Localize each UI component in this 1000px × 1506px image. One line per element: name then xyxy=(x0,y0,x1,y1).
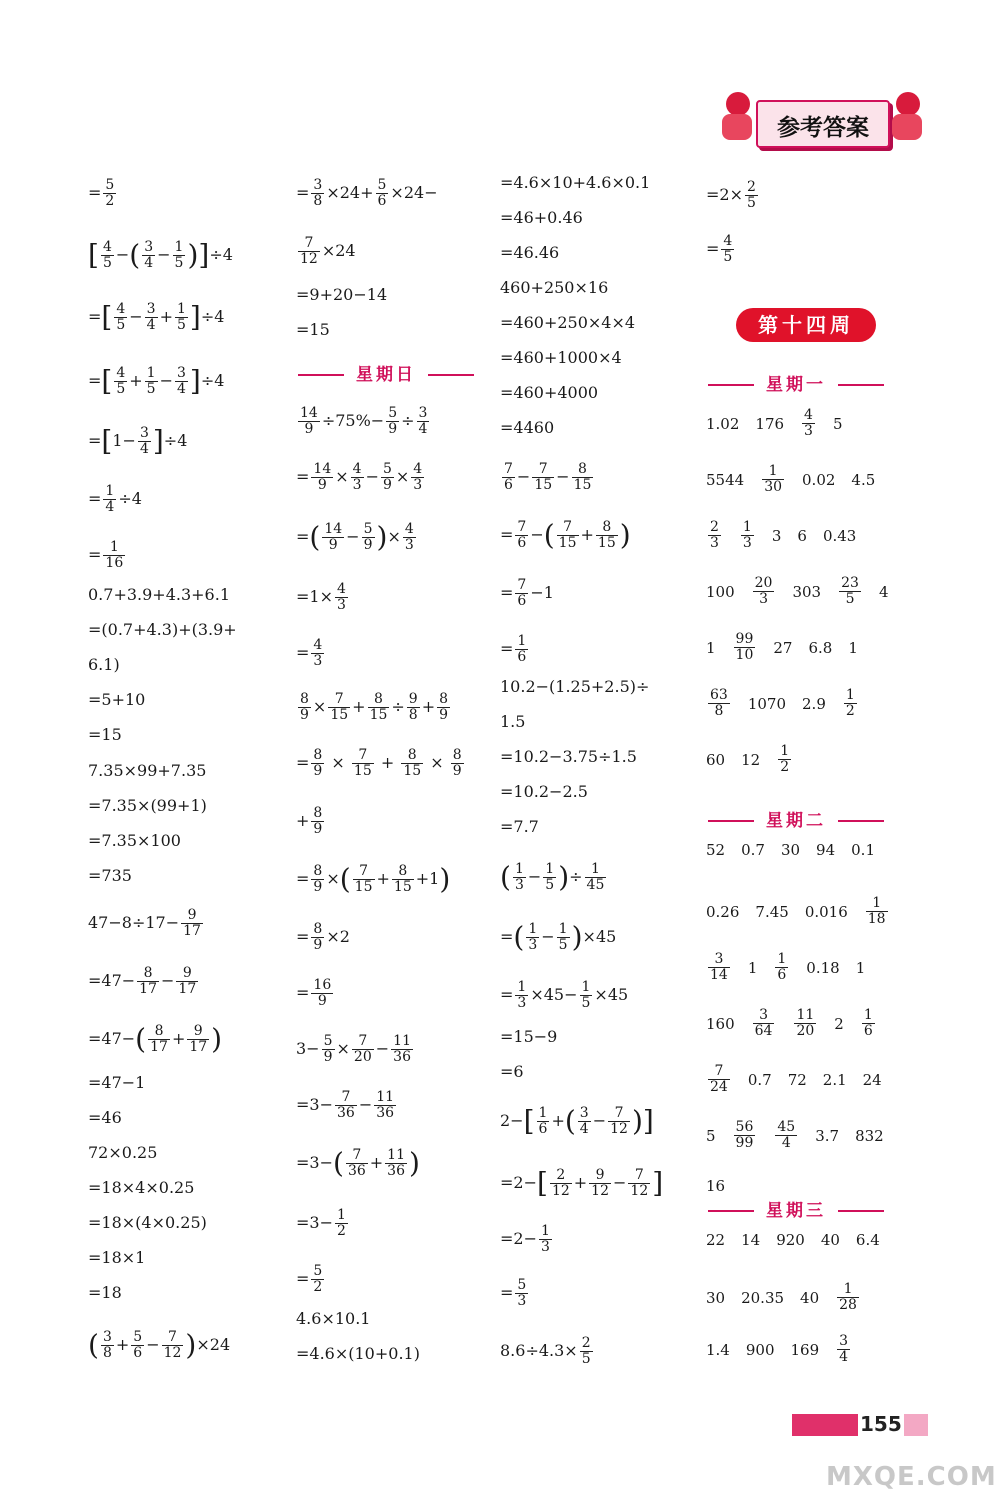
eq-line: = $\frac{4}{5}$ xyxy=(706,233,733,265)
eq-line: =3−( $\frac{7}{36}$ + $\frac{11}{36}$ ) xyxy=(296,1146,420,1180)
answer-row xyxy=(706,688,875,719)
answer-row xyxy=(706,896,906,927)
eq-line: =7.7 xyxy=(500,817,539,836)
eq-line: =9+20−14 xyxy=(296,285,388,304)
eq-line: =18×(4×0.25) xyxy=(88,1213,207,1232)
eq-line: $\frac{7}{6}$ − $\frac{7}{15}$ − $\frac{8}{15}$ xyxy=(504,461,592,493)
eq-line: 2−[ $\frac{1}{6}$ +( $\frac{3}{4}$ − $\frac{7}{12}$ )] xyxy=(500,1104,654,1138)
answer-value: 16 xyxy=(706,1177,726,1195)
section-monday: 星期一 xyxy=(696,370,896,395)
answer-row xyxy=(706,744,809,775)
answer-value: 0.43 xyxy=(822,526,857,545)
eq-line: 10.2−(1.25+2.5)÷ xyxy=(500,677,650,696)
eq-line: =10.2−3.75÷1.5 xyxy=(500,747,637,766)
eq-line: 72×0.25 xyxy=(88,1143,158,1162)
answer-value: $\frac{3}{14}$ xyxy=(710,951,728,983)
eq-line: = $\frac{8}{9}$ × $\frac{7}{15}$ + $\frac{8}{15}$ × $\frac{8}{9}$ xyxy=(296,747,462,779)
header-figure-left xyxy=(720,92,754,152)
answer-value: 0.7 xyxy=(747,1070,772,1089)
answer-value: 0.7 xyxy=(741,841,765,859)
watermark: MXQE.COM xyxy=(826,1462,997,1492)
eq-line: =4.6×10+4.6×0.1 xyxy=(500,173,651,192)
eq-line: = $\frac{1}{4}$ ÷4 xyxy=(88,483,142,515)
answer-value: $\frac{1}{2}$ xyxy=(780,743,790,775)
column-2 xyxy=(296,168,496,1368)
eq-line: = $\frac{1}{16}$ xyxy=(88,539,124,571)
answer-value: $\frac{56}{99}$ xyxy=(735,1119,754,1151)
eq-line: $\frac{14}{9}$ ÷75%− $\frac{5}{9}$ ÷ $\frac{3}{4}$ xyxy=(300,405,428,437)
answer-value: 1 xyxy=(747,958,758,977)
answer-value: 2 xyxy=(834,1014,844,1033)
eq-line: =18×1 xyxy=(88,1248,146,1267)
eq-line: =46.46 xyxy=(500,243,560,262)
answer-value: 2.1 xyxy=(822,1070,847,1089)
eq-line: = $\frac{3}{8}$ ×24+ $\frac{5}{6}$ ×24− xyxy=(296,177,438,209)
answer-value: 1 xyxy=(855,958,866,977)
eq-line: =15−9 xyxy=(500,1027,558,1046)
answer-value: 0.016 xyxy=(804,902,848,921)
eq-line: =47−1 xyxy=(88,1073,146,1092)
answer-value: 1070 xyxy=(747,694,787,713)
answer-value: 2.9 xyxy=(802,694,826,713)
eq-line: $\frac{7}{12}$ ×24 xyxy=(300,235,356,267)
eq-line: =( $\frac{14}{9}$ − $\frac{5}{9}$ )× $\frac{4}{3}$ xyxy=(296,520,414,554)
eq-line: =4460 xyxy=(500,418,555,437)
answer-value: 1.4 xyxy=(706,1340,730,1359)
section-sunday: 星期日 xyxy=(286,360,486,385)
answer-value: 5 xyxy=(832,414,843,433)
answer-value: 5 xyxy=(706,1126,716,1145)
answer-value: $\frac{1}{3}$ xyxy=(742,519,752,551)
eq-line: =47− $\frac{8}{17}$ − $\frac{9}{17}$ xyxy=(88,965,197,997)
answer-value: 94 xyxy=(816,841,836,859)
eq-line: = $\frac{5}{2}$ xyxy=(88,177,115,209)
eq-line: =7.35×100 xyxy=(88,831,181,850)
answer-row xyxy=(706,1282,877,1313)
eq-line: = $\frac{4}{3}$ xyxy=(296,637,323,669)
eq-line: =3− $\frac{7}{36}$ − $\frac{11}{36}$ xyxy=(296,1089,395,1121)
answer-value: 6.4 xyxy=(855,1231,880,1249)
answer-value: 72 xyxy=(787,1070,807,1089)
answer-value: 52 xyxy=(706,841,726,859)
header-figure-right xyxy=(890,92,924,152)
answer-value: $\frac{2}{3}$ xyxy=(710,519,719,551)
answer-value: $\frac{23}{5}$ xyxy=(841,575,859,607)
eq-line: + $\frac{8}{9}$ xyxy=(296,805,323,837)
eq-line: 47−8÷17− $\frac{9}{17}$ xyxy=(88,907,201,939)
eq-line: = $\frac{8}{9}$ ×( $\frac{7}{15}$ + $\frac{8}{15}$ +1) xyxy=(296,862,451,896)
eq-line: =7.35×(99+1) xyxy=(88,796,207,815)
eq-line: = $\frac{1}{3}$ ×45− $\frac{1}{5}$ ×45 xyxy=(500,979,629,1011)
answer-row xyxy=(706,1064,898,1095)
eq-line: =46 xyxy=(88,1108,122,1127)
answer-value: $\frac{45}{4}$ xyxy=(777,1119,796,1151)
answer-row xyxy=(706,1176,741,1195)
eq-line: =10.2−2.5 xyxy=(500,782,588,801)
eq-line: =15 xyxy=(296,320,330,339)
answer-row xyxy=(706,632,874,663)
answer-row xyxy=(706,464,891,495)
eq-line: = $\frac{7}{6}$ −1 xyxy=(500,577,554,609)
column-1 xyxy=(88,168,288,1368)
answer-value: 1 xyxy=(848,638,858,657)
answer-value: $\frac{11}{20}$ xyxy=(796,1007,815,1039)
answer-value: $\frac{99}{10}$ xyxy=(735,631,754,663)
answer-row xyxy=(706,952,881,983)
eq-line: [ $\frac{4}{5}$ −( $\frac{3}{4}$ − $\frac{1}{5}$ )]÷4 xyxy=(88,238,233,272)
answer-row xyxy=(706,1334,868,1365)
answer-value: 6.8 xyxy=(808,638,833,657)
eq-line: =460+250×4×4 xyxy=(500,313,636,332)
answer-value: 12 xyxy=(741,750,761,769)
answer-value: 24 xyxy=(862,1070,882,1089)
answer-value: 20.35 xyxy=(741,1288,785,1307)
header-banner xyxy=(712,86,932,158)
eq-line: =[ $\frac{4}{5}$ − $\frac{3}{4}$ + $\frac{1}{5}$ ]÷4 xyxy=(88,300,225,334)
answer-row xyxy=(706,408,859,439)
answer-value: $\frac{7}{24}$ xyxy=(710,1063,728,1095)
answer-row xyxy=(706,576,904,607)
column-4 xyxy=(706,168,916,1368)
eq-line: = $\frac{7}{6}$ −( $\frac{7}{15}$ + $\frac{8}{15}$ ) xyxy=(500,518,631,552)
answer-value: 27 xyxy=(773,638,793,657)
answer-value: 30 xyxy=(780,841,801,859)
page-number: 155 xyxy=(860,1412,902,1436)
page-number-bar xyxy=(792,1410,940,1440)
answer-value: 1 xyxy=(706,638,716,657)
answer-value: $\frac{1}{6}$ xyxy=(777,951,787,983)
eq-line: = $\frac{5}{2}$ xyxy=(296,1263,323,1295)
header-title: 参考答案 xyxy=(777,115,869,141)
answer-value: $\frac{63}{8}$ xyxy=(710,687,728,719)
eq-line: =( $\frac{1}{3}$ − $\frac{1}{5}$ )×45 xyxy=(500,920,617,954)
header-title-box xyxy=(756,100,890,148)
answer-value: 303 xyxy=(792,582,822,601)
eq-line: =4.6×(10+0.1) xyxy=(296,1344,420,1363)
answer-value: 1.02 xyxy=(706,414,740,433)
answer-value: 14 xyxy=(741,1231,761,1249)
answer-value: 7.45 xyxy=(755,902,789,921)
answer-value: 60 xyxy=(706,750,726,769)
eq-line: $\frac{8}{9}$ × $\frac{7}{15}$ + $\frac{8}{15}$ ÷ $\frac{9}{8}$ + $\frac{8}{9}$ xyxy=(300,691,449,723)
eq-line: =15 xyxy=(88,725,122,744)
eq-line: 8.6÷4.3× $\frac{2}{5}$ xyxy=(500,1335,591,1367)
eq-line: 3− $\frac{5}{9}$ × $\frac{7}{20}$ − $\frac{11}{36}$ xyxy=(296,1033,411,1065)
answer-value: 22 xyxy=(706,1231,726,1249)
eq-line: =6 xyxy=(500,1062,524,1081)
answer-value: $\frac{1}{6}$ xyxy=(863,1007,873,1039)
answer-value: 3 xyxy=(771,526,782,545)
answer-value: $\frac{1}{2}$ xyxy=(845,687,855,719)
eq-line: =1× $\frac{4}{3}$ xyxy=(296,581,346,613)
answer-row xyxy=(706,840,891,859)
eq-line: =5+10 xyxy=(88,690,146,709)
answer-value: $\frac{4}{3}$ xyxy=(804,407,813,439)
answer-row xyxy=(706,520,872,551)
section-tuesday: 星期二 xyxy=(696,806,896,831)
answer-value: 176 xyxy=(755,414,785,433)
eq-line: =460+1000×4 xyxy=(500,348,622,367)
answer-value: 160 xyxy=(706,1014,735,1033)
answer-value: $\frac{3}{4}$ xyxy=(839,1333,849,1365)
answer-value: 832 xyxy=(855,1126,884,1145)
eq-line: 1.5 xyxy=(500,712,526,731)
section-wednesday: 星期三 xyxy=(696,1196,896,1221)
answer-value: 0.18 xyxy=(806,958,840,977)
eq-line: =2− $\frac{1}{3}$ xyxy=(500,1223,550,1255)
answer-value: 0.02 xyxy=(802,470,836,489)
eq-line: ( $\frac{3}{8}$ + $\frac{5}{6}$ − $\frac{7}{12}$ )×24 xyxy=(88,1328,231,1362)
eq-line: 0.7+3.9+4.3+6.1 xyxy=(88,585,230,604)
answer-value: 0.26 xyxy=(706,902,740,921)
eq-line: =47−( $\frac{8}{17}$ + $\frac{9}{17}$ ) xyxy=(88,1022,223,1056)
eq-line: = $\frac{8}{9}$ ×2 xyxy=(296,921,350,953)
eq-line: =3− $\frac{1}{2}$ xyxy=(296,1207,346,1239)
eq-line: =46+0.46 xyxy=(500,208,583,227)
answer-row xyxy=(706,1120,900,1151)
eq-line: = $\frac{14}{9}$ × $\frac{4}{3}$ − $\frac{5}{9}$ × $\frac{4}{3}$ xyxy=(296,461,423,493)
eq-line: 4.6×10.1 xyxy=(296,1309,371,1328)
eq-line: =460+4000 xyxy=(500,383,599,402)
eq-line: =735 xyxy=(88,866,132,885)
eq-line: =[1− $\frac{3}{4}$ ]÷4 xyxy=(88,424,188,458)
answer-value: $\frac{3}{64}$ xyxy=(754,1007,773,1039)
answer-value: 900 xyxy=(745,1340,775,1359)
answer-value: 0.1 xyxy=(851,841,875,859)
answer-value: 6 xyxy=(797,526,807,545)
eq-line: =2−[ $\frac{2}{12}$ + $\frac{9}{12}$ − $\frac{7}{12}$ ] xyxy=(500,1166,664,1200)
answer-value: 40 xyxy=(820,1231,840,1249)
answer-value: 30 xyxy=(706,1288,726,1307)
eq-line: =2× $\frac{2}{5}$ xyxy=(706,179,756,211)
eq-line: = $\frac{1}{6}$ xyxy=(500,633,527,665)
eq-line: 7.35×99+7.35 xyxy=(88,761,207,780)
column-3 xyxy=(500,168,700,1368)
eq-line: =18×4×0.25 xyxy=(88,1178,195,1197)
answer-value: 4 xyxy=(878,582,889,601)
eq-line: 6.1) xyxy=(88,655,120,674)
eq-line: = $\frac{16}{9}$ xyxy=(296,977,332,1009)
answer-value: 3.7 xyxy=(815,1126,840,1145)
week-badge-text: 第十四周 xyxy=(736,308,876,342)
eq-line: =(0.7+4.3)+(3.9+ xyxy=(88,620,237,639)
answer-value: 4.5 xyxy=(851,470,876,489)
week-badge xyxy=(736,308,876,342)
answer-value: $\frac{1}{28}$ xyxy=(839,1281,857,1313)
answer-value: $\frac{1}{30}$ xyxy=(764,463,783,495)
eq-line: =[ $\frac{4}{5}$ + $\frac{1}{5}$ − $\frac{3}{4}$ ]÷4 xyxy=(88,364,225,398)
answer-value: 5544 xyxy=(706,470,745,489)
answer-value: 169 xyxy=(790,1340,820,1359)
answer-value: 920 xyxy=(776,1231,805,1249)
eq-line: =18 xyxy=(88,1283,122,1302)
answer-row xyxy=(706,1230,896,1249)
answer-value: 100 xyxy=(706,582,735,601)
answer-value: $\frac{1}{18}$ xyxy=(867,895,886,927)
answer-row xyxy=(706,1008,893,1039)
eq-line: = $\frac{5}{3}$ xyxy=(500,1277,527,1309)
answer-value: 40 xyxy=(800,1288,820,1307)
answer-value: $\frac{20}{3}$ xyxy=(754,575,773,607)
eq-line: 460+250×16 xyxy=(500,278,609,297)
eq-line: ( $\frac{1}{3}$ − $\frac{1}{5}$ )÷ $\frac{1}{45}$ xyxy=(500,860,605,894)
